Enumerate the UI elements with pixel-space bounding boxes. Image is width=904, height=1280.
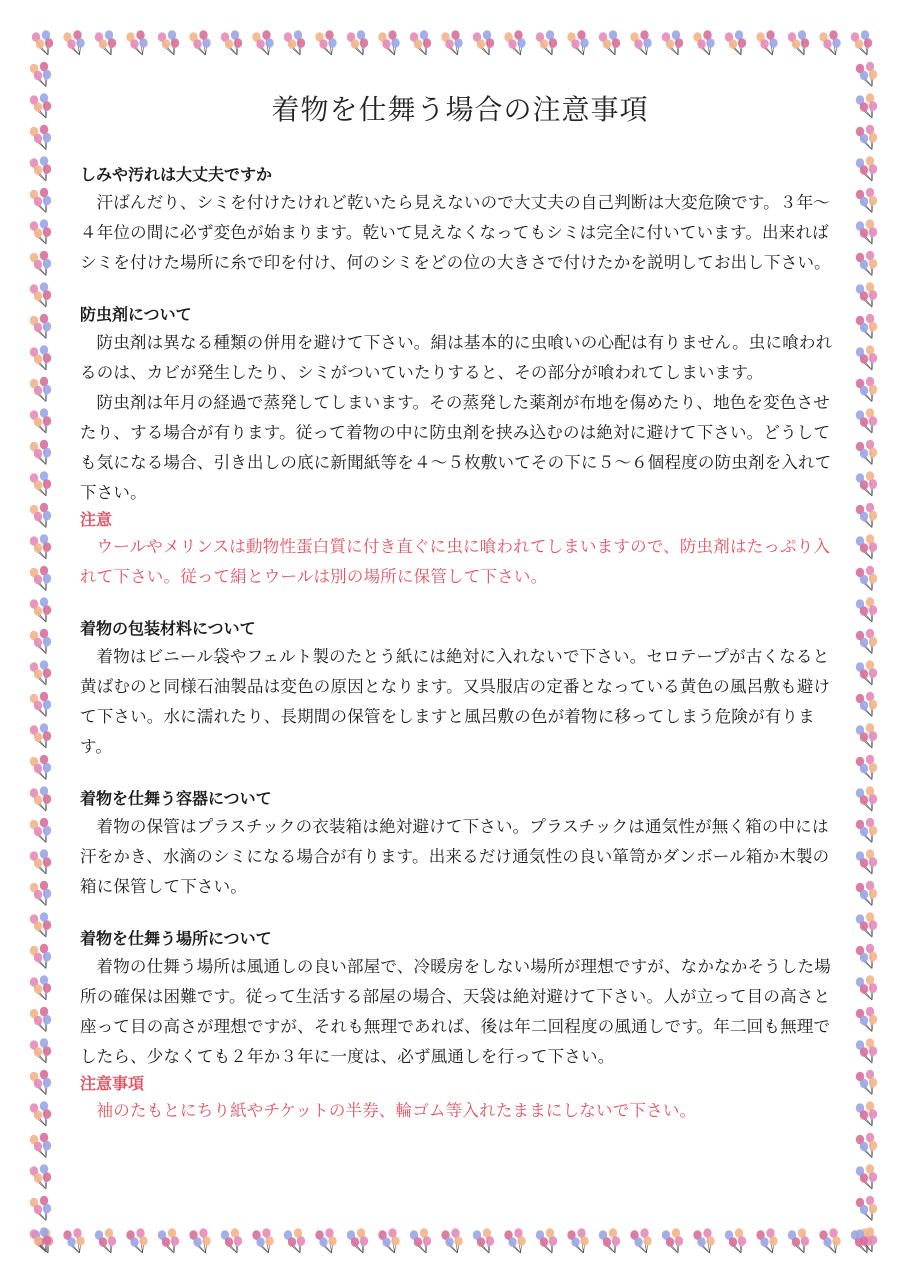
balloon-bunch-icon bbox=[30, 660, 51, 685]
note-text: ウールやメリンスは動物性蛋白質に付き直ぐに虫に喰われてしまいますので、防虫剤はたっぷり入れて下さい。従って絹とウールは別の場所に保管して下さい。 bbox=[80, 537, 831, 586]
balloon-bunch-icon bbox=[856, 408, 877, 433]
balloon-bunch-icon bbox=[126, 30, 147, 55]
balloon-bunch-icon bbox=[95, 1228, 116, 1253]
balloon-bunch-icon bbox=[30, 1101, 51, 1126]
balloon-bunch-icon bbox=[30, 786, 51, 811]
balloon-bunch-icon bbox=[851, 30, 872, 55]
balloon-bunch-icon bbox=[189, 1228, 210, 1253]
section-paragraph: 汗ばんだり、シミを付けたけれど乾いたら見えないので大丈夫の自己判断は大変危険です。３年〜４年位の間に必ず変色が始まります。乾いて見えなくなってもシミは完全に付いています。出来ればシミを付けた場所に糸で印を付け、何のシミをどの位の大きさで付けたかを説明してお出し下さい。 bbox=[80, 193, 831, 272]
section-paragraph: 着物はビニール袋やフェルト製のたとう紙には絶対に入れないで下さい。セロテープが古くなると黄ばむのと同様石油製品は変色の原因となります。又呉服店の定番となっている黄色の風呂敷も避けて下さい。水に濡れたり、長期間の保管をしますと風呂敷の色が着物に移ってしまう危険が有ります。 bbox=[80, 647, 831, 756]
balloon-bunch-icon bbox=[30, 125, 51, 150]
page-title: 着物を仕舞う場合の注意事項 bbox=[271, 93, 649, 126]
balloon-bunch-icon bbox=[662, 30, 683, 55]
balloon-bunch-icon bbox=[30, 1133, 51, 1158]
balloon-bunch-icon bbox=[599, 1228, 620, 1253]
balloon-bunch-icon bbox=[30, 597, 51, 622]
balloon-bunch-icon bbox=[856, 786, 877, 811]
balloon-bunch-icon bbox=[30, 1164, 51, 1189]
balloon-bunch-icon bbox=[221, 1228, 242, 1253]
balloon-bunch-icon bbox=[30, 534, 51, 559]
section-heading: しみや汚れは大丈夫ですか bbox=[80, 165, 273, 184]
section-paragraph: 着物の仕舞う場所は風通しの良い部屋で、冷暖房をしない場所が理想ですが、なかなかそうした場所の確保は困難です。従って生活する部屋の場合、天袋は絶対避けて下さい。人が立って目の高さと座って目の高さが理想ですが、それも無理であれば、後は年二回程度の風通しです。年二回も無理でしたら、少なくても２年か３年に一度は、必ず風通しを行って下さい。 bbox=[80, 957, 831, 1066]
section-heading: 着物を仕舞う場所について bbox=[80, 929, 272, 948]
balloon-bunch-icon bbox=[788, 1228, 809, 1253]
balloon-bunch-icon bbox=[856, 1133, 877, 1158]
balloon-bunch-icon bbox=[410, 30, 431, 55]
balloon-bunch-icon bbox=[819, 1228, 840, 1253]
balloon-bunch-icon bbox=[856, 1038, 877, 1063]
document-page bbox=[80, 80, 840, 1150]
balloon-bunch-icon bbox=[30, 62, 51, 87]
note-heading: 注意 bbox=[80, 510, 113, 529]
balloon-bunch-icon bbox=[856, 282, 877, 307]
balloon-bunch-icon bbox=[856, 849, 877, 874]
balloon-bunch-icon bbox=[856, 660, 877, 685]
balloon-bunch-icon bbox=[30, 818, 51, 843]
balloon-bunch-icon bbox=[221, 30, 242, 55]
balloon-bunch-icon bbox=[504, 30, 525, 55]
section-insecticide bbox=[80, 302, 840, 592]
balloon-bunch-icon bbox=[725, 30, 746, 55]
balloon-bunch-icon bbox=[30, 408, 51, 433]
balloon-bunch-icon bbox=[30, 93, 51, 118]
balloon-bunch-icon bbox=[30, 566, 51, 591]
balloon-bunch-icon bbox=[856, 692, 877, 717]
balloon-bunch-icon bbox=[63, 30, 84, 55]
balloon-bunch-icon bbox=[536, 30, 557, 55]
section-heading: 防虫剤について bbox=[80, 305, 192, 324]
balloon-bunch-icon bbox=[30, 314, 51, 339]
balloon-bunch-icon bbox=[856, 723, 877, 748]
section-paragraph: 防虫剤は年月の経過で蒸発してしまいます。その蒸発した薬剤が布地を傷めたり、地色を変色させたり、する場合が有ります。従って着物の中に防虫剤を挟み込むのは絶対に避けて下さい。どうしても気になる場合、引き出しの底に新聞紙等を４〜５枚敷いてその下に５〜６個程度の防虫剤を入れて下さい。 bbox=[80, 393, 832, 502]
balloon-bunch-icon bbox=[347, 1228, 368, 1253]
balloon-bunch-icon bbox=[30, 503, 51, 528]
balloon-bunch-icon bbox=[32, 30, 53, 55]
balloon-bunch-icon bbox=[63, 1228, 84, 1253]
section-packaging bbox=[80, 616, 840, 762]
balloon-bunch-icon bbox=[856, 125, 877, 150]
balloon-bunch-icon bbox=[856, 251, 877, 276]
section-paragraph: 防虫剤は異なる種類の併用を避けて下さい。絹は基本的に虫喰いの心配は有りません。虫に喰われるのは、カビが発生したり、シミがついていたりすると、その部分が喰われてしまいます。 bbox=[80, 333, 833, 382]
balloon-bunch-icon bbox=[856, 566, 877, 591]
balloon-bunch-icon bbox=[30, 377, 51, 402]
balloon-bunch-icon bbox=[693, 30, 714, 55]
balloon-bunch-icon bbox=[567, 30, 588, 55]
balloon-bunch-icon bbox=[856, 1101, 877, 1126]
balloon-bunch-icon bbox=[30, 881, 51, 906]
balloon-bunch-icon bbox=[30, 282, 51, 307]
balloon-bunch-icon bbox=[158, 30, 179, 55]
balloon-bunch-icon bbox=[473, 1228, 494, 1253]
balloon-bunch-icon bbox=[856, 471, 877, 496]
balloon-bunch-icon bbox=[30, 944, 51, 969]
balloon-bunch-icon bbox=[567, 1228, 588, 1253]
balloon-bunch-icon bbox=[30, 723, 51, 748]
balloon-bunch-icon bbox=[158, 1228, 179, 1253]
balloon-bunch-icon bbox=[315, 30, 336, 55]
balloon-bunch-icon bbox=[856, 944, 877, 969]
balloon-bunch-icon bbox=[856, 377, 877, 402]
balloon-bunch-icon bbox=[856, 440, 877, 465]
balloon-bunch-icon bbox=[856, 912, 877, 937]
balloon-bunch-icon bbox=[30, 156, 51, 181]
section-storage-place bbox=[80, 926, 840, 1126]
balloon-bunch-icon bbox=[630, 30, 651, 55]
balloon-bunch-icon bbox=[30, 692, 51, 717]
balloon-bunch-icon bbox=[30, 629, 51, 654]
balloon-bunch-icon bbox=[856, 597, 877, 622]
balloon-bunch-icon bbox=[410, 1228, 431, 1253]
balloon-bunch-icon bbox=[30, 440, 51, 465]
balloon-bunch-icon bbox=[856, 156, 877, 181]
balloon-bunch-icon bbox=[856, 629, 877, 654]
balloon-bunch-icon bbox=[347, 30, 368, 55]
balloon-bunch-icon bbox=[378, 30, 399, 55]
balloon-bunch-icon bbox=[856, 219, 877, 244]
note-heading: 注意事項 bbox=[80, 1074, 145, 1093]
balloon-bunch-icon bbox=[30, 755, 51, 780]
balloon-bunch-icon bbox=[504, 1228, 525, 1253]
balloon-bunch-icon bbox=[252, 1228, 273, 1253]
balloon-bunch-icon bbox=[95, 30, 116, 55]
balloon-bunch-icon bbox=[473, 30, 494, 55]
balloon-bunch-icon bbox=[30, 471, 51, 496]
balloon-bunch-icon bbox=[856, 534, 877, 559]
balloon-bunch-icon bbox=[725, 1228, 746, 1253]
balloon-bunch-icon bbox=[856, 93, 877, 118]
balloon-bunch-icon bbox=[441, 1228, 462, 1253]
note-text: 袖のたもとにちり紙やチケットの半券、輪ゴム等入れたままにしないで下さい。 bbox=[96, 1101, 697, 1120]
balloon-bunch-icon bbox=[30, 1070, 51, 1095]
balloon-bunch-icon bbox=[30, 1196, 51, 1221]
section-heading: 着物を仕舞う容器について bbox=[80, 789, 272, 808]
section-stains bbox=[80, 162, 840, 278]
balloon-bunch-icon bbox=[788, 30, 809, 55]
balloon-bunch-icon bbox=[856, 62, 877, 87]
balloon-bunch-icon bbox=[630, 1228, 651, 1253]
balloon-bunch-icon bbox=[284, 1228, 305, 1253]
balloon-bunch-icon bbox=[30, 912, 51, 937]
balloon-bunch-icon bbox=[315, 1228, 336, 1253]
balloon-bunch-icon bbox=[30, 345, 51, 370]
balloon-bunch-icon bbox=[599, 30, 620, 55]
balloon-bunch-icon bbox=[536, 1228, 557, 1253]
balloon-bunch-icon bbox=[30, 251, 51, 276]
balloon-bunch-icon bbox=[441, 30, 462, 55]
balloon-bunch-icon bbox=[30, 849, 51, 874]
balloon-bunch-icon bbox=[756, 30, 777, 55]
section-heading: 着物の包装材料について bbox=[80, 619, 256, 638]
balloon-bunch-icon bbox=[856, 1070, 877, 1095]
balloon-bunch-icon bbox=[856, 881, 877, 906]
balloon-bunch-icon bbox=[856, 503, 877, 528]
balloon-bunch-icon bbox=[693, 1228, 714, 1253]
section-containers bbox=[80, 786, 840, 902]
balloon-bunch-icon bbox=[252, 30, 273, 55]
balloon-bunch-icon bbox=[856, 818, 877, 843]
balloon-bunch-icon bbox=[126, 1228, 147, 1253]
balloon-bunch-icon bbox=[30, 1038, 51, 1063]
balloon-bunch-icon bbox=[30, 1227, 51, 1252]
balloon-bunch-icon bbox=[819, 30, 840, 55]
balloon-bunch-icon bbox=[856, 1007, 877, 1032]
balloon-bunch-icon bbox=[756, 1228, 777, 1253]
balloon-bunch-icon bbox=[856, 1196, 877, 1221]
balloon-bunch-icon bbox=[30, 1007, 51, 1032]
balloon-bunch-icon bbox=[30, 975, 51, 1000]
balloon-bunch-icon bbox=[662, 1228, 683, 1253]
section-paragraph: 着物の保管はプラスチックの衣装箱は絶対避けて下さい。プラスチックは通気性が無く箱の中には汗をかき、水滴のシミになる場合が有ります。出来るだけ通気性の良い箪笥かダンボール箱か木製の箱に保管して下さい。 bbox=[80, 817, 830, 896]
balloon-bunch-icon bbox=[856, 975, 877, 1000]
balloon-bunch-icon bbox=[284, 30, 305, 55]
balloon-bunch-icon bbox=[378, 1228, 399, 1253]
balloon-bunch-icon bbox=[30, 188, 51, 213]
balloon-bunch-icon bbox=[856, 314, 877, 339]
balloon-bunch-icon bbox=[189, 30, 210, 55]
balloon-bunch-icon bbox=[856, 345, 877, 370]
balloon-bunch-icon bbox=[856, 188, 877, 213]
balloon-bunch-icon bbox=[856, 1164, 877, 1189]
balloon-bunch-icon bbox=[856, 755, 877, 780]
balloon-bunch-icon bbox=[30, 219, 51, 244]
